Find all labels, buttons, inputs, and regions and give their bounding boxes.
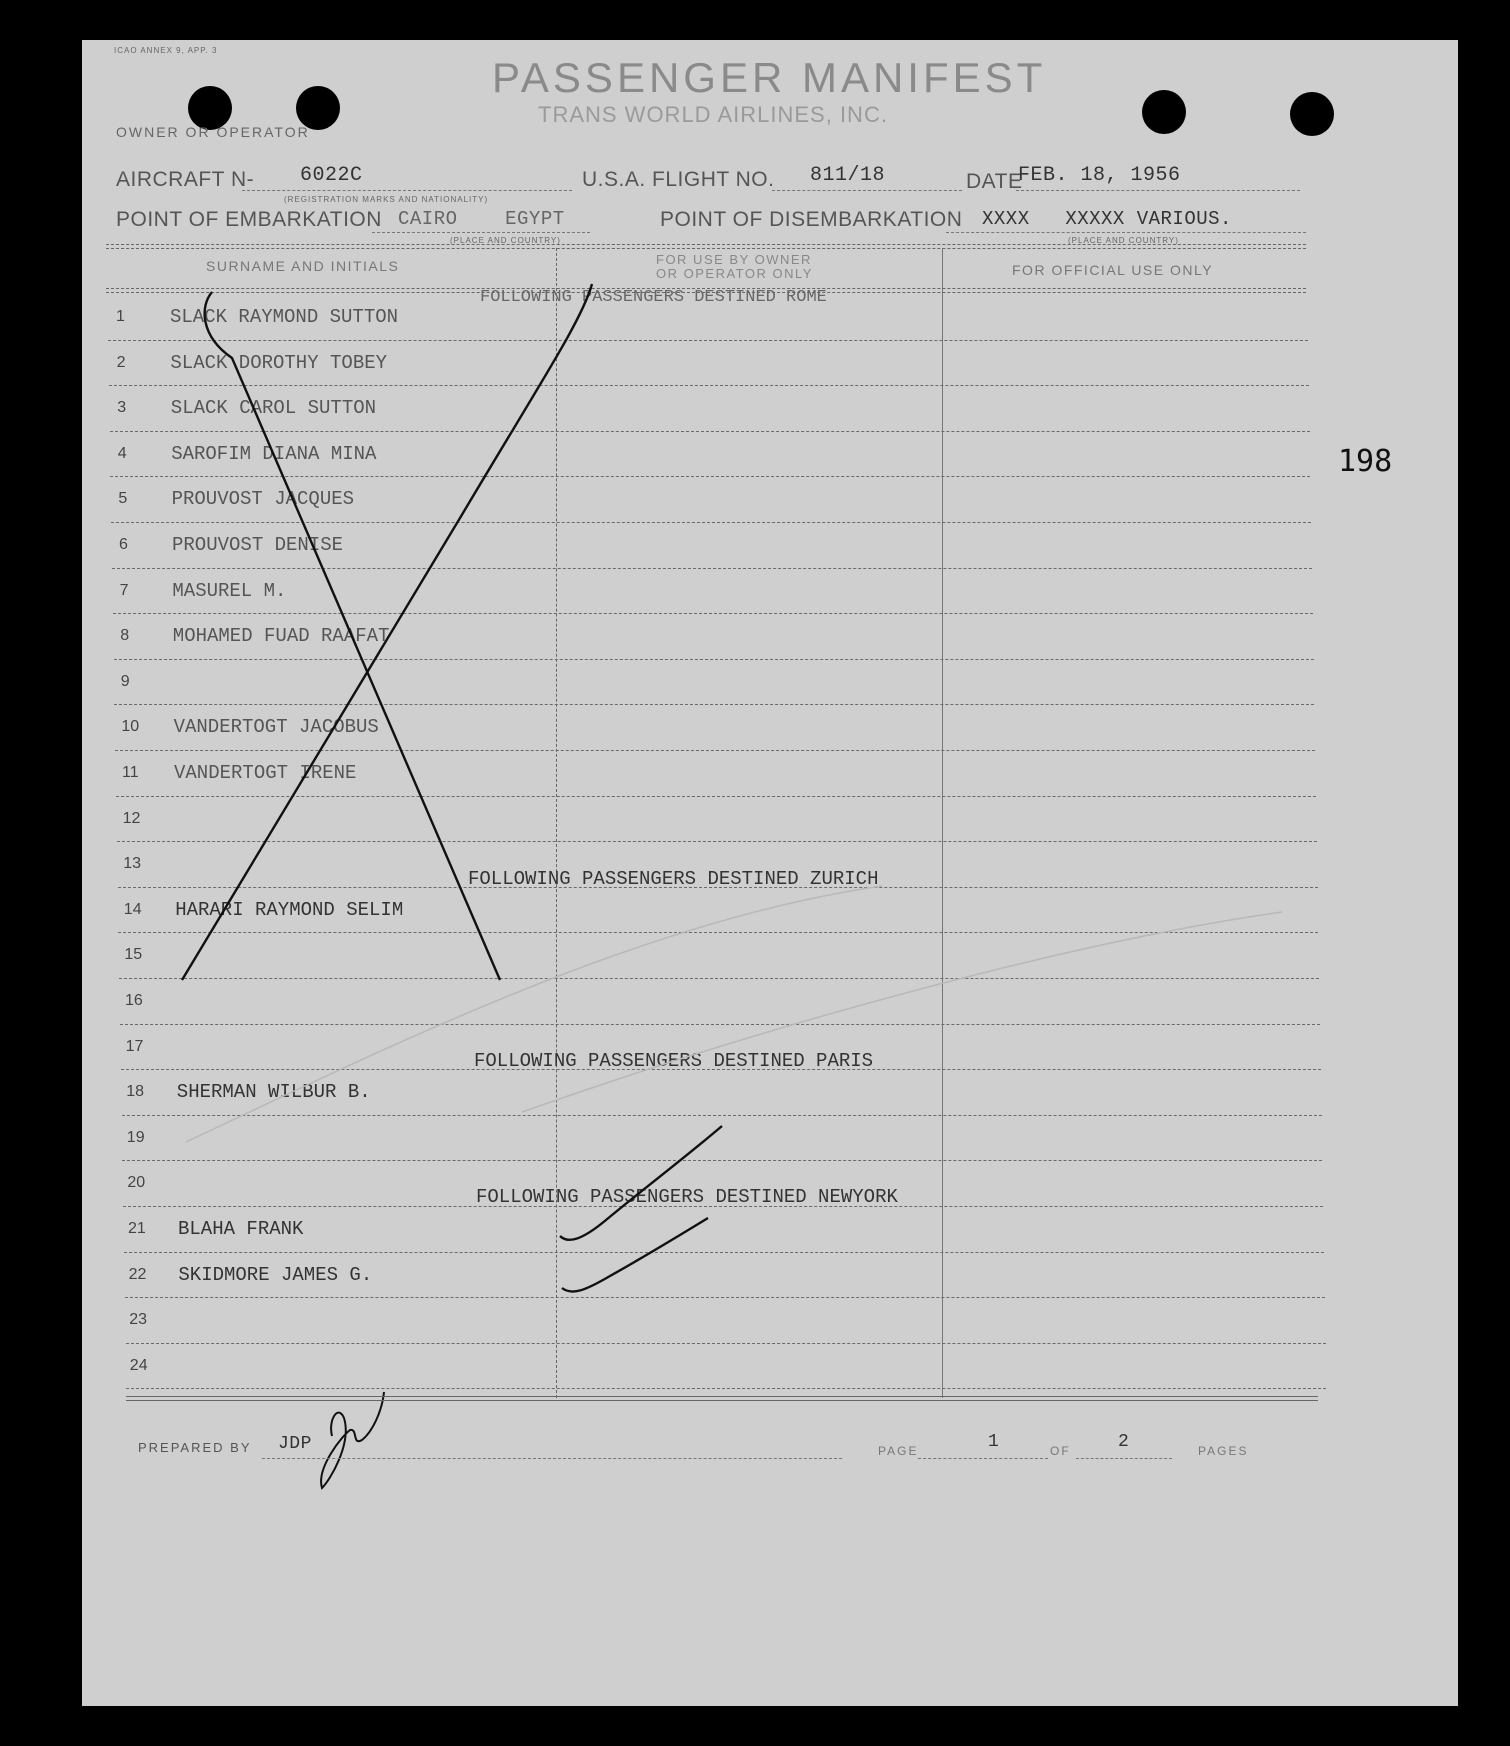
passenger-name: HARARI RAYMOND SELIM — [175, 898, 404, 921]
form-id: ICAO ANNEX 9, APP. 3 — [114, 46, 218, 55]
disembark-caption: (PLACE AND COUNTRY) — [1068, 236, 1179, 245]
embark-caption: (PLACE AND COUNTRY) — [450, 236, 561, 245]
registration-caption: (REGISTRATION MARKS AND NATIONALITY) — [284, 195, 489, 204]
passenger-name: BLAHA FRANK — [178, 1218, 304, 1240]
row-number: 7 — [119, 581, 129, 599]
row-number: 1 — [116, 308, 125, 325]
passenger-name: VANDERTOGT IRENE — [174, 762, 357, 784]
passenger-name: SLACK RAYMOND SUTTON — [170, 306, 399, 328]
owner-use-header-1: FOR USE BY OWNER — [656, 252, 812, 267]
owner-label: OWNER OR OPERATOR — [116, 124, 310, 140]
row-number: 6 — [119, 536, 128, 553]
passenger-name: SLACK CAROL SUTTON — [170, 397, 377, 420]
row-number: 9 — [120, 672, 130, 690]
page-label: PAGE — [878, 1444, 919, 1458]
row-number: 24 — [129, 1356, 148, 1374]
passenger-name: SKIDMORE JAMES G. — [178, 1263, 373, 1286]
row-number: 20 — [127, 1174, 146, 1192]
date-value: FEB. 18, 1956 — [1018, 164, 1181, 187]
row-number: 5 — [118, 490, 128, 508]
airline-name: TRANS WORLD AIRLINES, INC. — [538, 102, 888, 127]
row-number: 14 — [123, 900, 142, 918]
of-label: OF — [1050, 1444, 1071, 1458]
row-number: 2 — [116, 353, 126, 371]
faint-pencil-lines — [186, 886, 1282, 1142]
note-destined-zurich: FOLLOWING PASSENGERS DESTINED ZURICH — [468, 868, 879, 890]
row-number: 15 — [124, 946, 143, 964]
passenger-name: MOHAMED FUAD RAAFAT — [172, 625, 390, 648]
row-number: 4 — [117, 444, 127, 462]
flight-label: U.S.A. FLIGHT NO. — [582, 168, 775, 191]
passenger-name: SLACK DOROTHY TOBEY — [170, 351, 388, 374]
date-label: DATE — [966, 170, 1023, 193]
handwritten-marks — [82, 40, 1458, 1706]
row-number: 18 — [126, 1083, 144, 1101]
row-number: 8 — [120, 627, 130, 645]
flight-value: 811/18 — [810, 164, 886, 187]
owner-use-header-2: OR OPERATOR ONLY — [656, 266, 813, 281]
embark-value: CAIRO EGYPT — [398, 208, 565, 230]
passenger-name: VANDERTOGT JACOBUS — [173, 716, 379, 739]
row-number: 23 — [129, 1311, 147, 1329]
row-number: 22 — [128, 1265, 147, 1283]
passenger-name: SHERMAN WILBUR B. — [176, 1081, 371, 1104]
page-value: 1 — [988, 1432, 1000, 1452]
official-use-header: FOR OFFICIAL USE ONLY — [1012, 262, 1214, 278]
row-number: 12 — [122, 809, 141, 827]
disembark-value: XXXX XXXXX VARIOUS. — [982, 208, 1232, 230]
aircraft-value: 6022C — [300, 164, 363, 187]
row-number: 3 — [117, 399, 127, 417]
prepared-initials — [321, 1392, 384, 1488]
row-number: 17 — [125, 1037, 144, 1055]
row-number: 11 — [122, 764, 139, 781]
note-destined-newyork: FOLLOWING PASSENGERS DESTINED NEWYORK — [476, 1186, 898, 1208]
row-number: 10 — [121, 718, 140, 736]
cross-out-mark — [182, 284, 592, 980]
official-number: 198 — [1338, 444, 1393, 479]
note-destined-paris: FOLLOWING PASSENGERS DESTINED PARIS — [474, 1050, 874, 1072]
prepared-label: PREPARED BY — [138, 1440, 252, 1455]
row-number: 13 — [123, 855, 141, 873]
row-number: 21 — [128, 1220, 146, 1237]
disembark-label: POINT OF DISEMBARKATION — [660, 208, 963, 231]
row-number: 19 — [126, 1128, 145, 1146]
manifest-title: PASSENGER MANIFEST — [492, 54, 1047, 101]
passenger-name: MASUREL M. — [172, 579, 287, 602]
note-destined-rome: FOLLOWING PASSENGERS DESTINED ROME — [480, 288, 827, 307]
passenger-name: PROUVOST JACQUES — [171, 488, 355, 511]
check-marks — [560, 1126, 722, 1292]
embark-label: POINT OF EMBARKATION — [116, 208, 382, 231]
aircraft-label: AIRCRAFT N- — [116, 168, 255, 191]
surname-header: SURNAME AND INITIALS — [206, 258, 400, 274]
pages-label: PAGES — [1198, 1444, 1249, 1458]
of-value: 2 — [1118, 1432, 1130, 1452]
passenger-name: PROUVOST DENISE — [172, 534, 344, 556]
passenger-name: SAROFIM DIANA MINA — [171, 442, 377, 465]
prepared-value: JDP — [278, 1434, 312, 1454]
row-number: 16 — [125, 992, 143, 1009]
manifest-sheet — [82, 40, 1458, 1706]
